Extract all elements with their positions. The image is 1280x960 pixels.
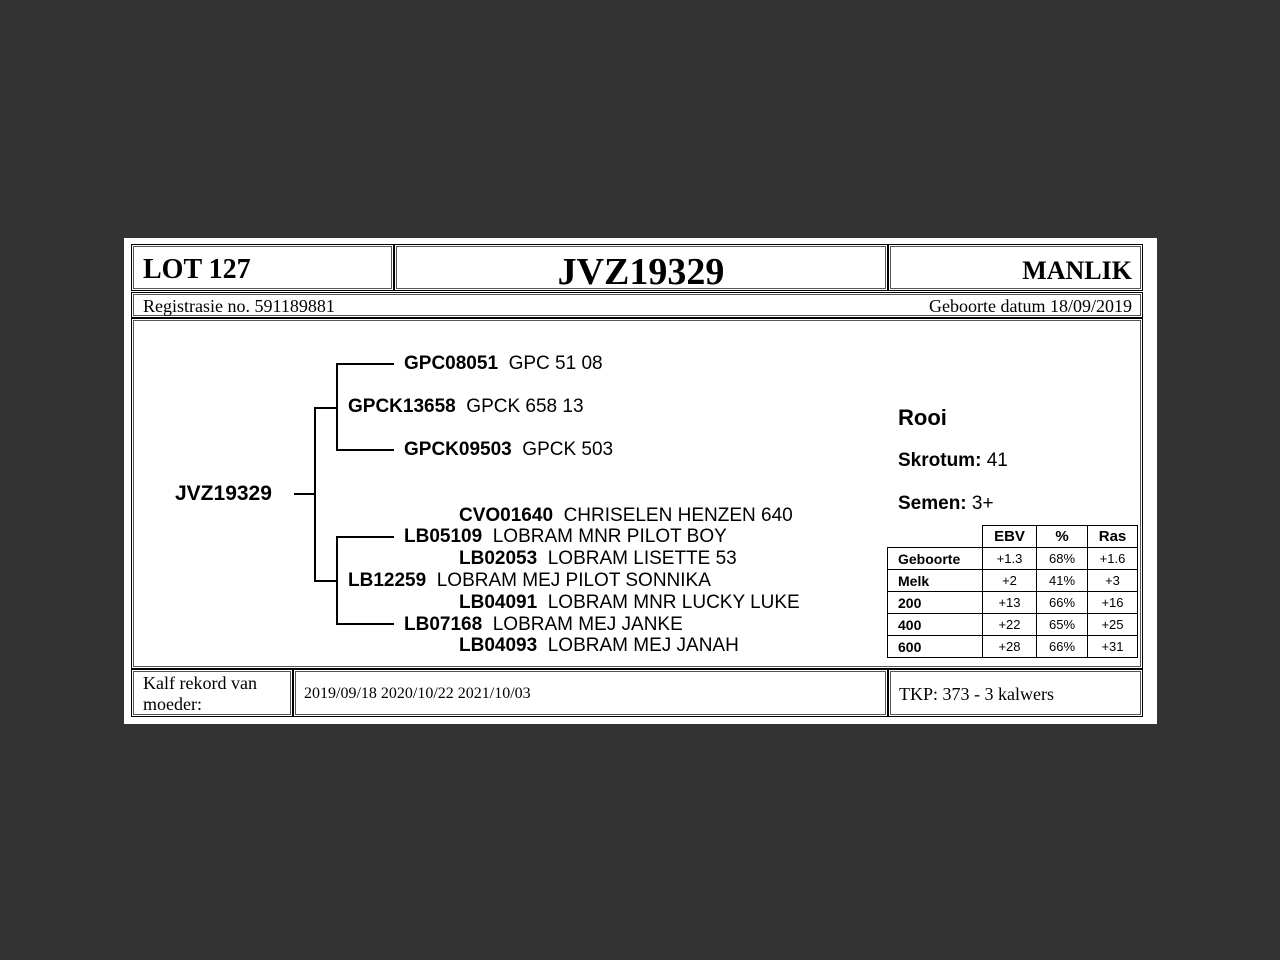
registration-row (131, 292, 1143, 318)
ebv-header-row (888, 526, 1138, 548)
table-row: 200 +13 66% +16 (888, 592, 1138, 614)
pedigree-line (336, 363, 394, 365)
pedigree-sire-sire: GPC08051 GPC 51 08 (404, 353, 603, 374)
ebv-table (887, 525, 1138, 658)
pedigree-line (314, 407, 316, 582)
registration-number: Registrasie no. 591189881 (143, 296, 335, 316)
lot-number: LOT 127 (143, 254, 251, 285)
pedigree-line (336, 536, 338, 625)
pedigree-dam-dam-dam: LB04093 LOBRAM MEJ JANAH (459, 635, 739, 656)
pedigree-line (314, 407, 337, 409)
calf-dates: 2019/09/18 2020/10/22 2021/10/03 (304, 685, 531, 702)
skrotum: Skrotum: 41 (898, 450, 1008, 471)
pedigree-dam-sire-sire: CVO01640 CHRISELEN HENZEN 640 (459, 505, 793, 526)
pedigree-dam-sire-dam: LB02053 LOBRAM LISETTE 53 (459, 548, 737, 569)
birth-date: Geboorte datum 18/09/2019 (929, 296, 1132, 316)
lot-cell (131, 244, 394, 291)
pedigree-dam-sire: LB05109 LOBRAM MNR PILOT BOY (404, 526, 727, 547)
title-cell (394, 244, 888, 291)
colour: Rooi (898, 405, 947, 430)
pedigree-sire-dam: GPCK09503 GPCK 503 (404, 439, 614, 460)
table-row: Geboorte +1.3 68% +1.6 (888, 548, 1138, 570)
sex-cell (888, 244, 1143, 291)
table-row: Melk +2 41% +3 (888, 570, 1138, 592)
calf-record-label: Kalf rekord van moeder: (143, 673, 257, 714)
pedigree-dam-dam: LB07168 LOBRAM MEJ JANKE (404, 614, 683, 635)
pedigree-line (336, 363, 338, 451)
table-row: 600 +28 66% +31 (888, 636, 1138, 658)
ebv-header-ebv: EBV (983, 526, 1037, 548)
animal-id-title: JVZ19329 (557, 251, 725, 293)
pedigree-sire: GPCK13658 GPCK 658 13 (348, 396, 584, 417)
pedigree-line (336, 536, 394, 538)
semen: Semen: 3+ (898, 493, 994, 514)
pedigree-animal: JVZ19329 (175, 482, 272, 505)
tkp-cell (888, 669, 1143, 717)
pedigree-line (336, 449, 394, 451)
calf-record-label-cell (131, 669, 293, 717)
animal-sex: MANLIK (1022, 256, 1132, 285)
pedigree-line (314, 580, 337, 582)
pedigree-dam-dam-sire: LB04091 LOBRAM MNR LUCKY LUKE (459, 592, 800, 613)
pedigree-line (336, 623, 394, 625)
tkp-value: TKP: 373 - 3 kalwers (899, 684, 1054, 704)
lot-card (124, 238, 1157, 724)
ebv-header-ras: Ras (1088, 526, 1138, 548)
pedigree-line (294, 493, 315, 495)
table-row: 400 +22 65% +25 (888, 614, 1138, 636)
calf-dates-cell (293, 669, 888, 717)
ebv-header-pct: % (1037, 526, 1088, 548)
pedigree-dam: LB12259 LOBRAM MEJ PILOT SONNIKA (348, 570, 711, 591)
